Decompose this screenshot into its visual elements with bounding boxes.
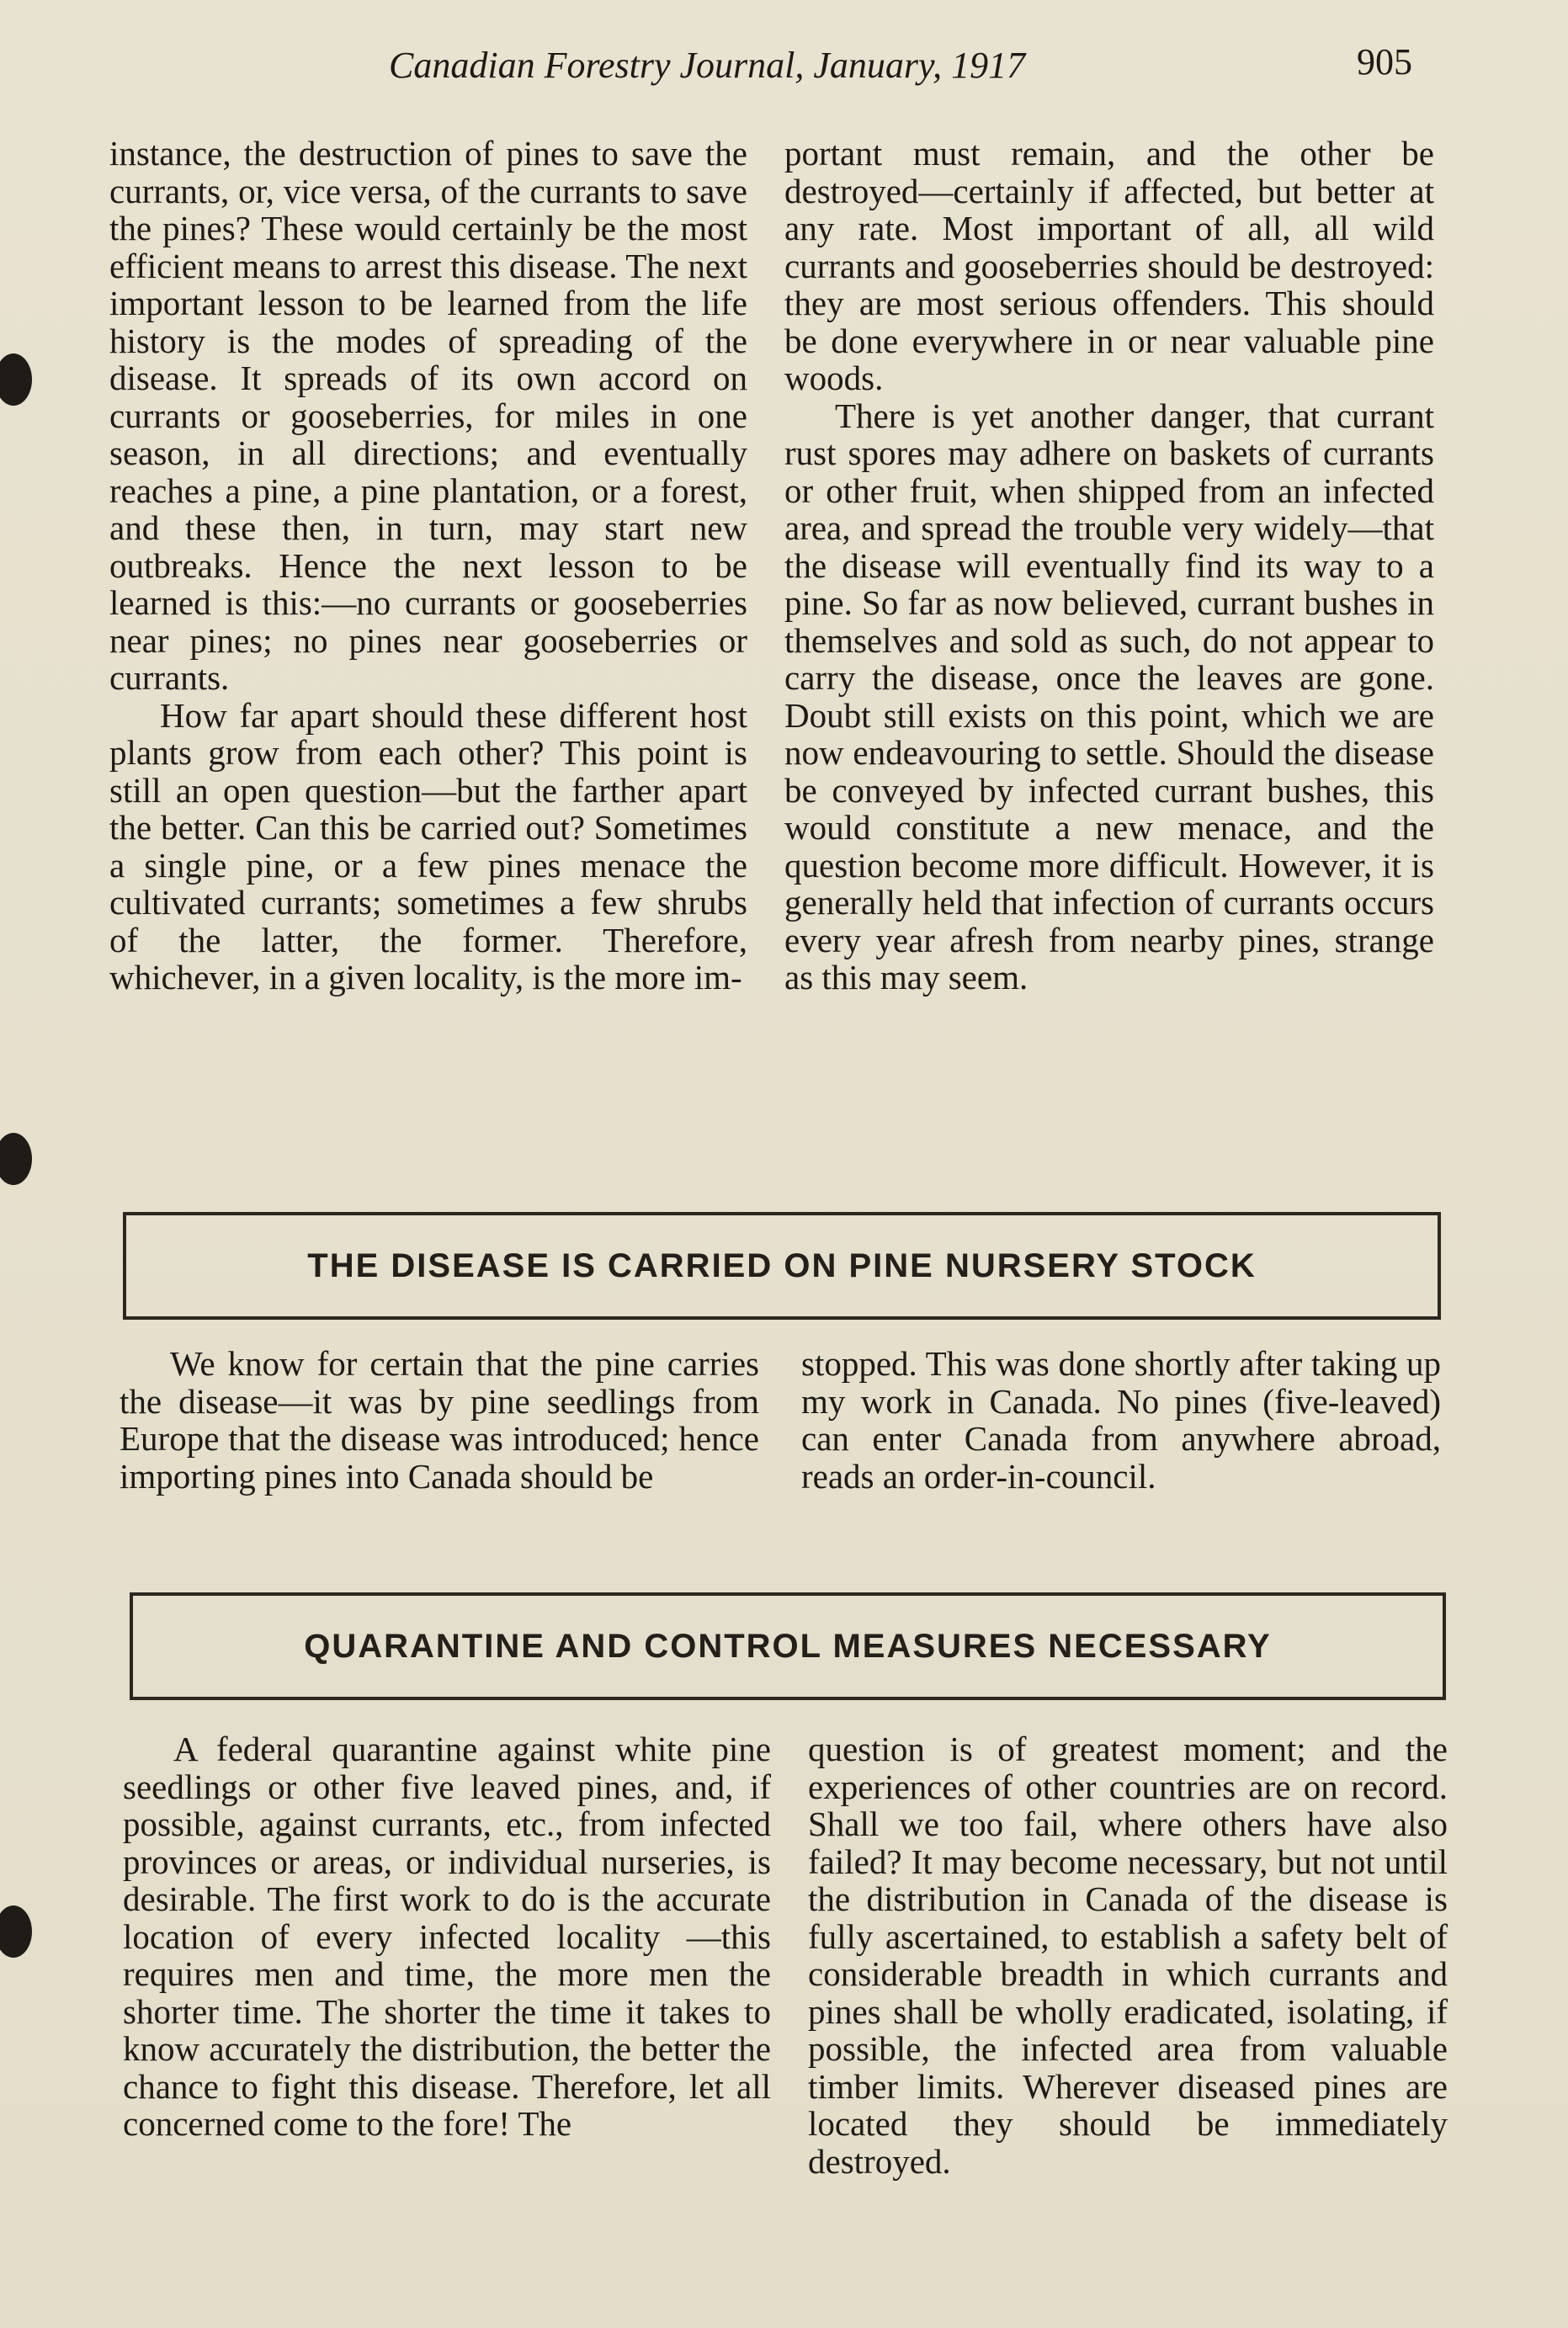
paragraph: question is of greatest moment; and the experiences of other countries are on record. Shall we too fail, where others have also failed? It may become necessary, but not until the distribution in Canada of the disease is fully ascertained, to establish a safety belt of considerable breadth in which currants and pines shall be wholly eradicated, isolating, if possible, the infected area from valuable timber limits. Wherever diseased pines are located they should be immediately destroyed. [808,1730,1448,2181]
paragraph: instance, the destruction of pines to save the currants, or, vice versa, of the currants to save the pines? These would certainly be the most efficient means to arrest this disease. The next important lesson to be learned from the life history is the modes of spreading of the disease. It spreads of its own accord on currants or gooseberries, for miles in one season, in all directions; and eventually reaches a pine, a pine plantation, or a forest, and these then, in turn, may start new outbreaks. Hence the next lesson to be learned is this:—no currants or gooseberries near pines; no pines near gooseberries or currants. [109,134,747,697]
binding-hole [0,1905,32,1958]
paragraph: How far apart should these different host plants grow from each other? This point is still an open question—but the farther apart the better. Can this be carried out? Sometimes a single pine, or a few pines menace the cultivated currants; sometimes a few shrubs of the latter, the former. Therefore, whichever, in a given locality, is the more im- [109,695,747,997]
running-head: Canadian Forestry Journal, January, 1917 [389,45,1026,86]
section3-left-column [123,1730,771,2143]
paragraph: A federal quarantine against white pine seedlings or other five leaved pines, and, if possible, against currants, etc., from infected provinces or areas, or individual nurseries, is desirable. The first work to do is the accurate location of every infected locality —this requires men and time, the more men the shorter time. The shorter the time it takes to know accurately the distribution, the better the chance to fight this disease. Therefore, let all concerned come to the fore! The [123,1730,771,2143]
section3-right-column [808,1730,1448,2180]
section-heading: THE DISEASE IS CARRIED ON PINE NURSERY STOCK [123,1212,1441,1320]
section2-right-column [801,1345,1441,1495]
section-heading: QUARANTINE AND CONTROL MEASURES NECESSARY [130,1592,1446,1700]
paragraph: There is yet another danger, that currant rust spores may adhere on baskets of currants or other fruit, when shipped from an infected area, and spread the trouble very widely—that the disease will eventually find its way to a pine. So far as now believed, currant bushes in themselves and sold as such, do not appear to carry the disease, once the leaves are gone. Doubt still exists on this point, which we are now endeavouring to settle. Should the disease be conveyed by infected currant bushes, this would constitute a new menace, and the question become more difficult. However, it is generally held that infection of currants occurs every year afresh from nearby pines, strange as this may seem. [784,396,1434,997]
binding-hole [0,353,32,406]
paragraph: We know for certain that the pine carries the disease—it was by pine seedlings from Europe that the disease was introduced; hence importing pines into Canada should be [120,1344,759,1496]
section1-right-column [784,135,1434,997]
paragraph: stopped. This was done shortly after taking up my work in Canada. No pines (five-leaved) can enter Canada from anywhere abroad, reads an order-in-council. [801,1344,1441,1496]
binding-hole [0,1133,32,1185]
section2-left-column [120,1345,759,1495]
section1-left-column [109,135,747,997]
page-number: 905 [1357,41,1412,82]
paragraph: portant must remain, and the other be destroyed—certainly if affected, but better at any rate. Most important of all, all wild currants and gooseberries should be destroyed: they are most serious offenders. This should be done everywhere in or near valuable pine woods. [784,134,1434,397]
